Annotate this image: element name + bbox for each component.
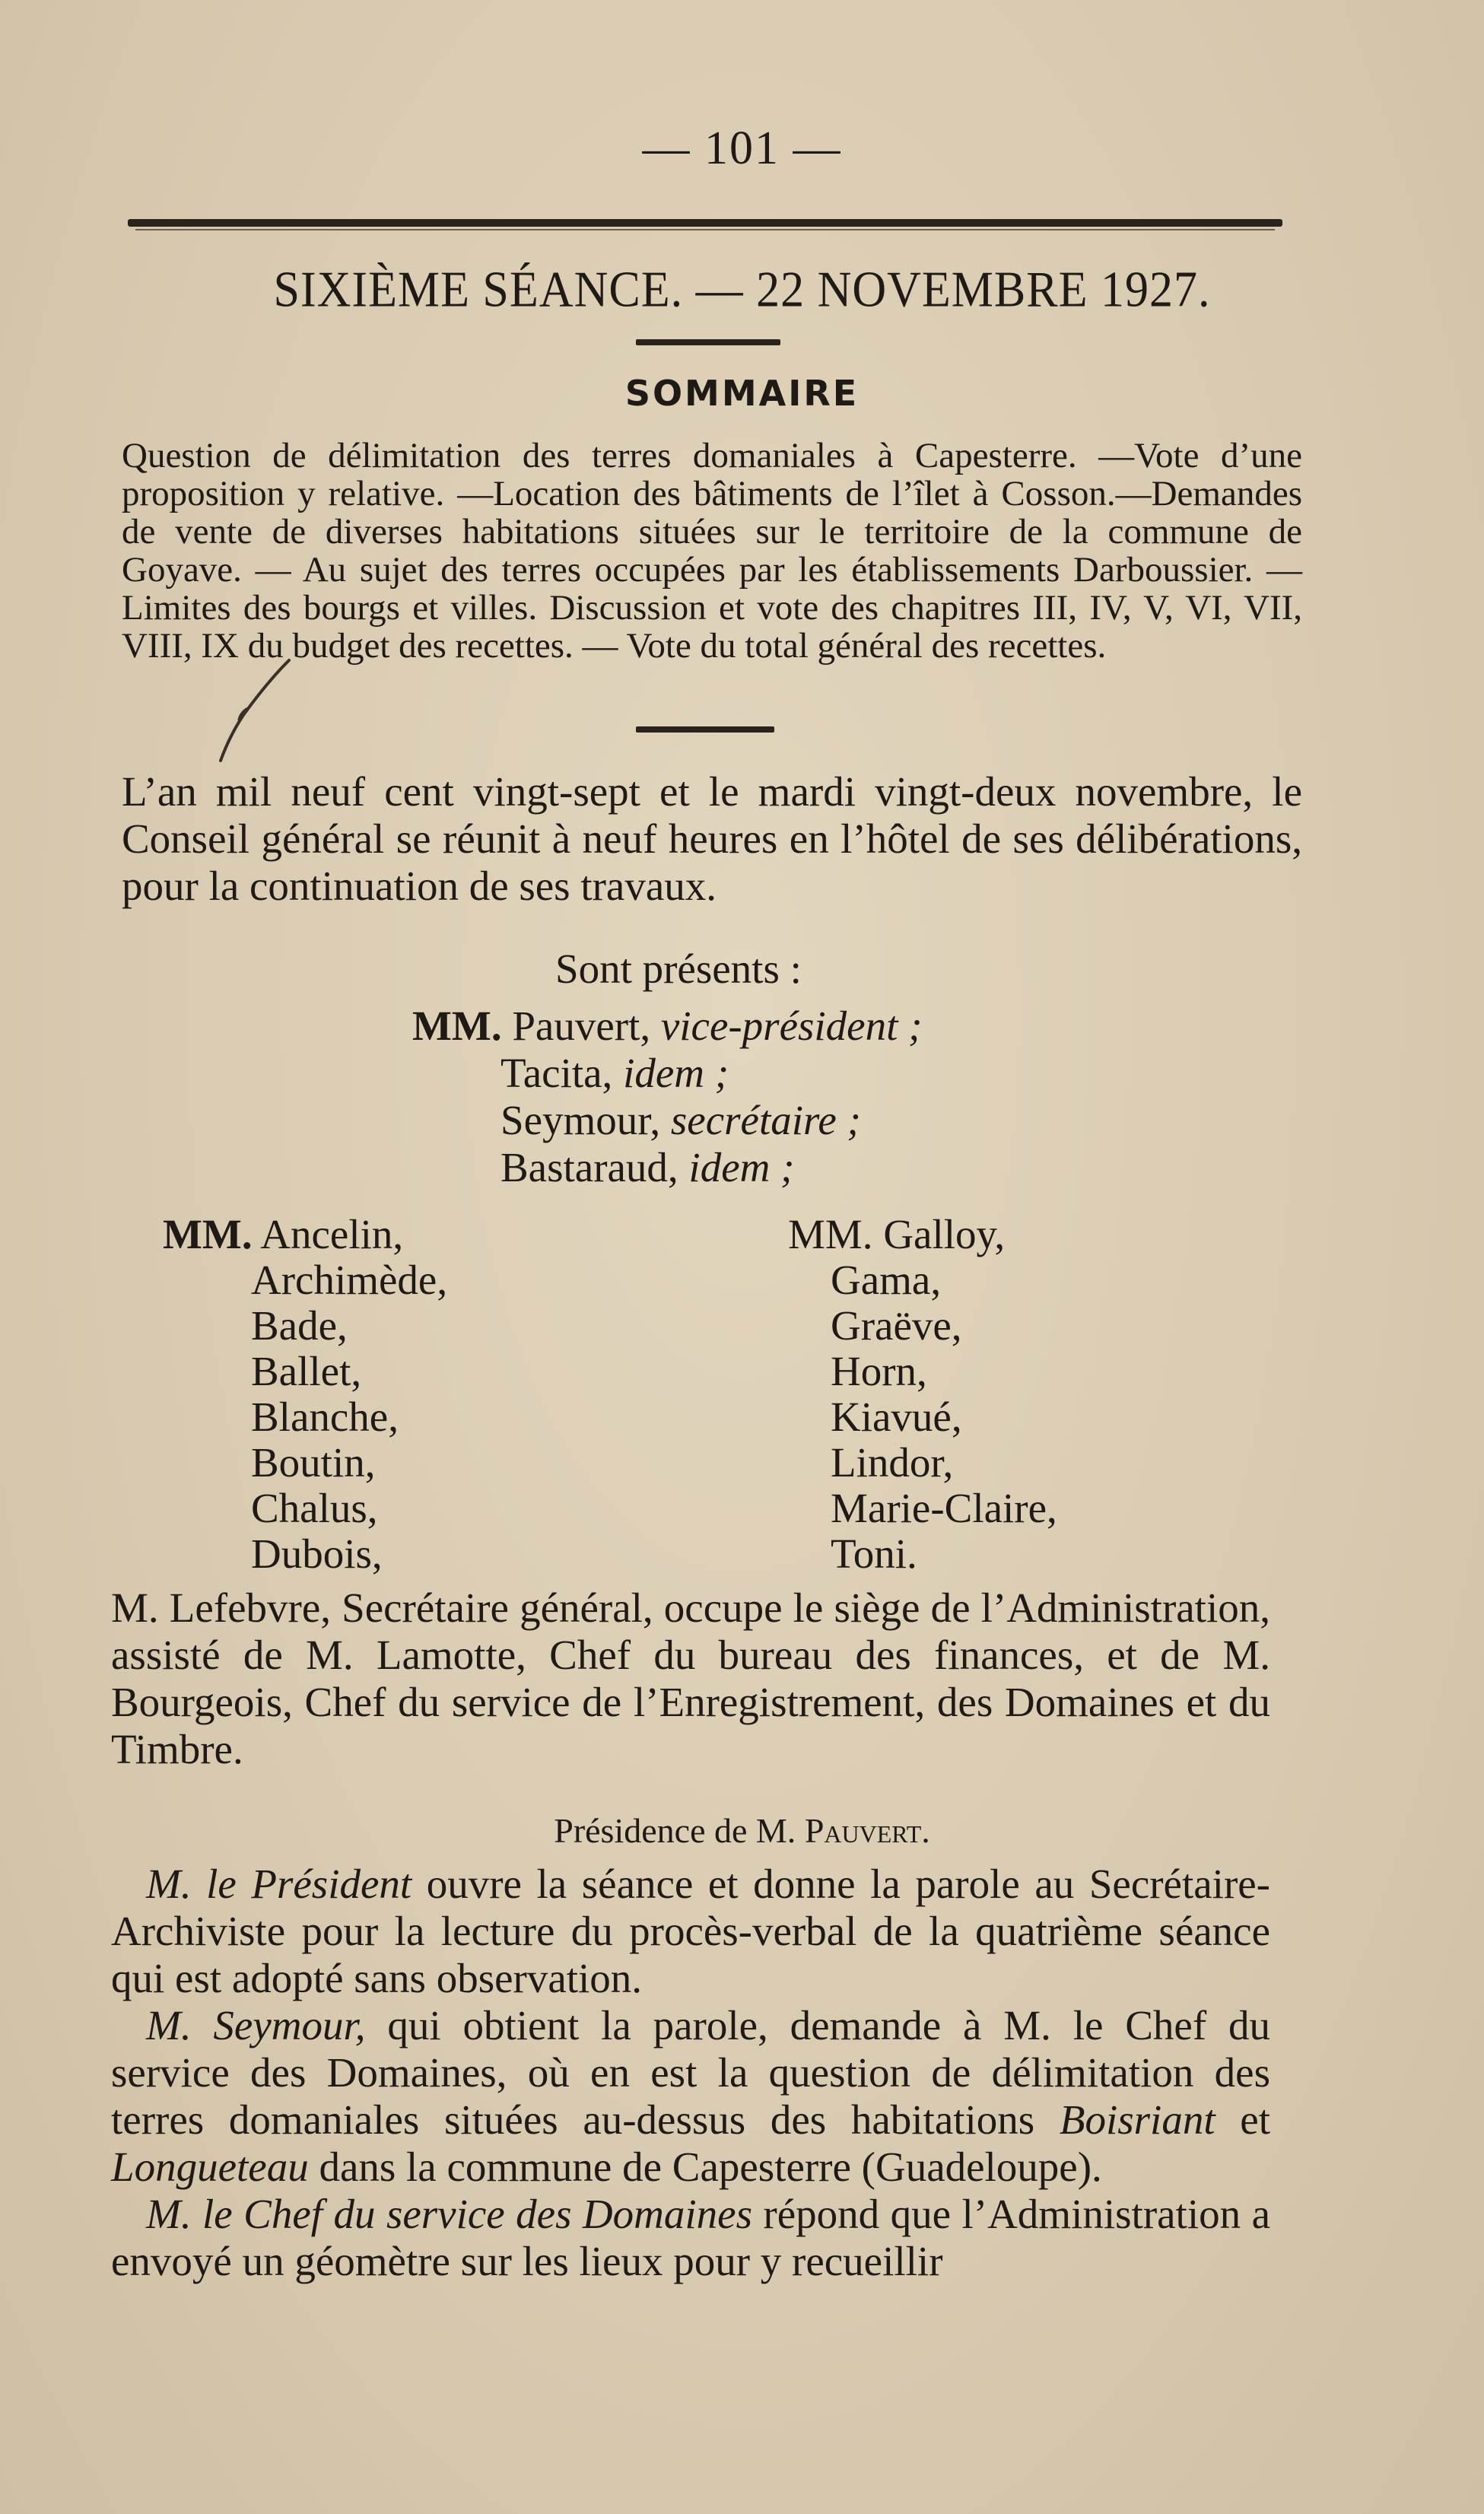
member-name: Dubois, [251, 1530, 383, 1577]
member-name: Toni. [831, 1530, 917, 1577]
member-name: Graëve, [831, 1302, 962, 1349]
officer-row [412, 1050, 922, 1097]
separator-rule [636, 726, 774, 733]
pen-mark-icon [204, 654, 295, 768]
sommaire-text: Question de délimitation des terres domaniales à Capesterre. —Vote d’une proposition y relative. —Location des bâtiments de l’îlet à Cosson.—Demandes de vente de diverses habitations situées sur le territoire de la commune de Goyave. — Au sujet des terres occupées par les établissements Darboussier. — Limites des bourgs et villes. Discussion et vote des chapitres III, IV, V, VI, VII, VIII, IX du budget des recettes. — Vote du total général des recettes. [122, 436, 1302, 666]
presidency-prefix: Présidence de M. [554, 1811, 796, 1850]
member-name: Bade, [251, 1302, 348, 1349]
member-name: Blanche, [251, 1394, 399, 1440]
present-heading: Sont présents : [555, 946, 802, 992]
member-name: Ancelin, [260, 1211, 404, 1257]
debate-section [111, 1861, 1270, 2285]
officers-list [412, 1003, 922, 1191]
officer-role: vice-président ; [660, 1003, 923, 1049]
officers-prefix: MM. [412, 1003, 502, 1049]
officer-name: Pauvert, [512, 1003, 651, 1049]
member-name: Boutin, [251, 1439, 376, 1486]
presidency-name: Pauvert. [804, 1811, 930, 1850]
members-right-column [788, 1212, 1057, 1577]
member-name: Lindor, [831, 1439, 954, 1486]
members-left-column [163, 1212, 447, 1577]
officer-name: Seymour, [500, 1097, 661, 1143]
sommaire-heading: SOMMAIRE [624, 373, 860, 414]
officer-row [412, 1003, 922, 1050]
member-name: Kiavué, [831, 1394, 962, 1440]
separator-rule [636, 339, 780, 345]
officer-row [412, 1097, 922, 1144]
paragraph-text: et [1215, 2096, 1270, 2143]
place-name: Longueteau [111, 2144, 309, 2190]
member-name: Horn, [831, 1348, 927, 1394]
officer-row [412, 1144, 922, 1191]
paragraph-text: dans la commune de Capesterre (Guadeloupe). [308, 2144, 1102, 2190]
officer-name: Bastaraud, [500, 1144, 678, 1190]
officer-role: idem ; [623, 1050, 729, 1096]
speaker-name: M. le Chef du service des Domaines [146, 2191, 752, 2237]
presidency-line [0, 1810, 1484, 1851]
officer-role: idem ; [688, 1144, 795, 1190]
page-number: — 101 — [642, 122, 842, 174]
member-name: Galloy, [883, 1211, 1006, 1257]
member-row [788, 1212, 1057, 1257]
member-name: Marie-Claire, [831, 1485, 1057, 1531]
session-title: SIXIÈME SÉANCE. — 22 NOVEMBRE 1927. [273, 262, 1211, 318]
member-name: Chalus, [251, 1485, 378, 1531]
administration-paragraph: M. Lefebvre, Secrétaire général, occupe le siège de l’Administration, assisté de M. Lamotte, Chef du bureau des finances, et de M. Bourgeois, Chef du service de l’Enregistrement, des Domaines et du Timbre. [111, 1584, 1270, 1772]
speaker-name: M. le Président [146, 1861, 412, 1907]
speaker-name: M. Seymour, [146, 2002, 366, 2048]
place-name: Boisriant [1059, 2096, 1215, 2143]
debate-paragraph [111, 2191, 1270, 2285]
debate-paragraph [111, 2002, 1270, 2191]
members-prefix: MM. [788, 1211, 873, 1257]
paragraph-text: répond que l’Administration a envoyé un géomètre sur les lieux pour y recueillir [111, 2191, 1270, 2284]
officer-role: secrétaire ; [670, 1097, 861, 1143]
officer-name: Tacita, [500, 1050, 613, 1096]
header-rule [128, 219, 1282, 227]
member-name: Gama, [831, 1257, 942, 1303]
paragraph-text: ouvre la séance et donne la parole au Secrétaire-Archiviste pour la lecture du procès-verbal de la quatrième séance qui est adopté sans observation. [111, 1861, 1270, 2001]
members-prefix: MM. [163, 1211, 253, 1257]
member-name: Ballet, [251, 1348, 362, 1394]
opening-paragraph: L’an mil neuf cent vingt-sept et le mardi vingt-deux novembre, le Conseil général se réunit à neuf heures en l’hôtel de ses délibérations, pour la continuation de ses travaux. [122, 768, 1302, 909]
debate-paragraph [111, 1861, 1270, 2002]
member-row [163, 1212, 447, 1257]
paragraph-text: qui obtient la parole, demande à M. le Chef du service des Domaines, où en est la question de délimitation des terres domaniales situées au-dessus des habitations [111, 2002, 1270, 2143]
member-name: Archimède, [251, 1257, 448, 1303]
